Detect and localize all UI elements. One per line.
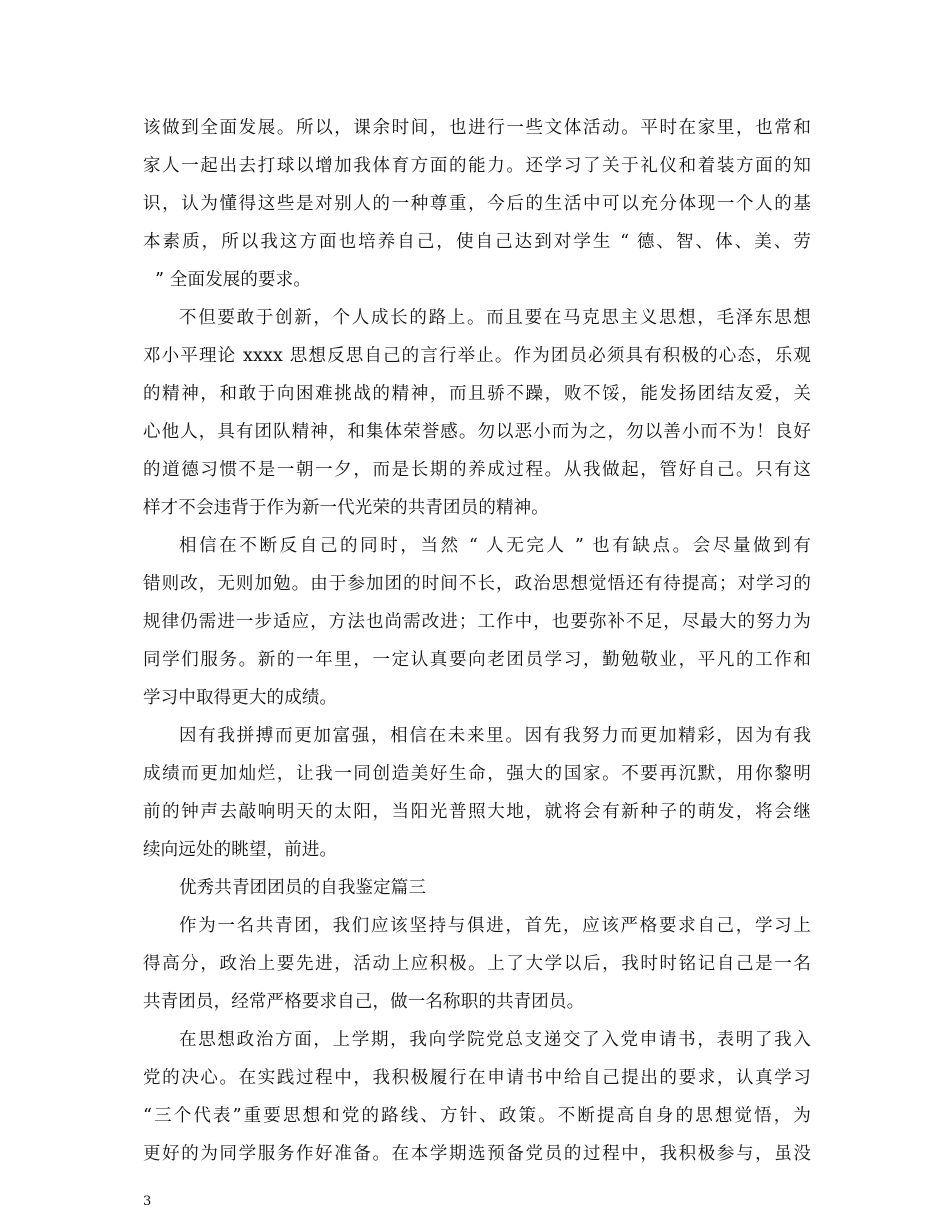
paragraph-first-line: 在思想政治方面，上学期，我向学院党总支递交了入党申请书，表明了我入: [179, 1030, 811, 1050]
text-line: 心他人，具有团队精神，和集体荣誉感。勿以恶小而为之，勿以善小而不为！良好: [143, 422, 811, 442]
text-line: 的精神，和敢于向困难挑战的精神，而且骄不躁，败不馁，能发扬团结友爱，关: [143, 384, 811, 404]
text-line: 家人一起出去打球以增加我体育方面的能力。还学习了关于礼仪和着装方面的知: [143, 156, 811, 176]
text-line: 邓小平理论 xxxx 思想反思自己的言行举止。作为团员必须具有积极的心态，乐观: [143, 346, 811, 366]
text-line: 规律仍需进一步适应，方法也尚需改进；工作中，也要弥补不足，尽最大的努力为: [143, 612, 811, 632]
paragraph-first-line: 作为一名共青团，我们应该坚持与俱进，首先，应该严格要求自己，学习上: [179, 916, 811, 936]
text-line: 党的决心。在实践过程中，我积极履行在申请书中给自己提出的要求，认真学习: [143, 1068, 811, 1088]
paragraph-first-line: 不但要敢于创新，个人成长的路上。而且要在马克思主义思想，毛泽东思想: [179, 308, 811, 328]
text-line: 本素质，所以我这方面也培养自己，使自己达到对学生 “ 德、智、体、美、劳: [143, 232, 811, 252]
text-line: 得高分，政治上要先进，活动上应积极。上了大学以后，我时时铭记自己是一名: [143, 954, 811, 974]
text-line: 更好的为同学服务作好准备。在本学期选预备党员的过程中，我积极参与，虽没: [143, 1144, 811, 1164]
text-line: 同学们服务。新的一年里，一定认真要向老团员学习，勤勉敬业，平凡的工作和: [143, 650, 811, 670]
text-line: 续向远处的眺望，前进。: [143, 840, 338, 860]
text-line: 成绩而更加灿烂，让我一同创造美好生命，强大的国家。不要再沉默，用你黎明: [143, 764, 811, 784]
text-line: 识，认为懂得这些是对别人的一种尊重，今后的生活中可以充分体现一个人的基: [143, 194, 811, 214]
text-line: 样才不会违背于作为新一代光荣的共青团员的精神。: [143, 498, 549, 518]
text-line: 共青团员，经常严格要求自己，做一名称职的共青团员。: [143, 992, 585, 1012]
text-line: ” 全面发展的要求。: [155, 270, 312, 290]
text-line: 的道德习惯不是一朝一夕，而是长期的养成过程。从我做起，管好自己。只有这: [143, 460, 811, 480]
paragraph-first-line: 因有我拼搏而更加富强，相信在未来里。因有我努力而更加精彩，因为有我: [179, 726, 811, 746]
page-number: 3: [143, 1194, 152, 1209]
text-line: 前的钟声去敲响明天的太阳，当阳光普照大地，就将会有新种子的萌发，将会继: [143, 802, 811, 822]
paragraph-first-line: 相信在不断反自己的同时，当然 “ 人无完人 ” 也有缺点。会尽量做到有: [179, 536, 811, 556]
text-line: “三个代表”重要思想和党的路线、方针、政策。不断提高自身的思想觉悟，为: [143, 1106, 811, 1126]
text-line: 错则改，无则加勉。由于参加团的时间不长，政治思想觉悟还有待提高；对学习的: [143, 574, 811, 594]
text-line: 学习中取得更大的成绩。: [143, 688, 338, 708]
text-line: 该做到全面发展。所以，课余时间，也进行一些文体活动。平时在家里，也常和: [143, 118, 811, 138]
section-heading: 优秀共青团团员的自我鉴定篇三: [179, 878, 427, 898]
